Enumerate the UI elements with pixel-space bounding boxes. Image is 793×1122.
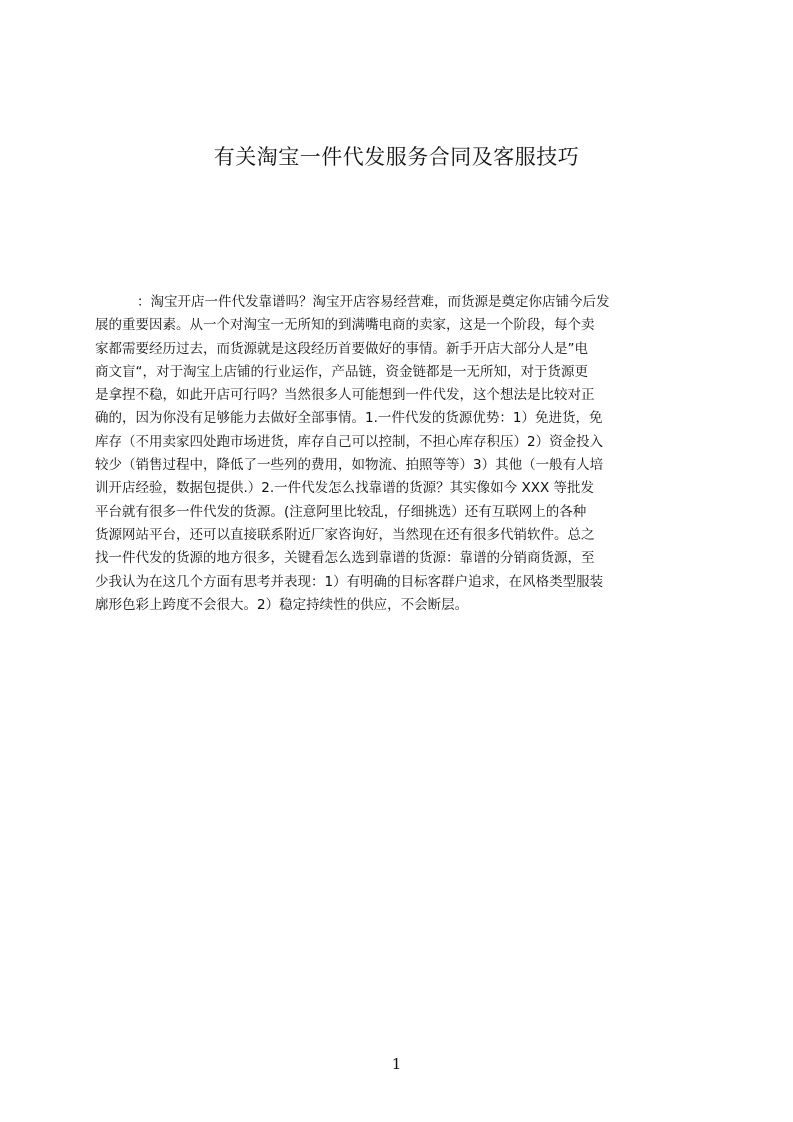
body-line: 展的重要因素。从一个对淘宝一无所知的到满嘴电商的卖家，这是一个阶段，每个卖 <box>95 317 595 334</box>
document-title: 有关淘宝一件代发服务合同及客服技巧 <box>213 145 580 169</box>
body-line: 库存（不用卖家四处跑市场进货，库存自己可以控制，不担心库存积压）2）资金投入 <box>95 433 604 450</box>
body-line: 商文盲“，对于淘宝上店铺的行业运作，产品链，资金链都是一无所知，对于货源更 <box>95 363 588 380</box>
body-line: 家都需要经历过去，而货源就是这段经历首要做好的事情。新手开店大部分人是”电 <box>95 340 588 357</box>
body-line: 平台就有很多一件代发的货源。(注意阿里比较乱，仔细挑选）还有互联网上的各种 <box>95 503 587 520</box>
body-line: 找一件代发的货源的地方很多，关键看怎么选到靠谱的货源：靠谱的分销商货源，至 <box>95 550 595 567</box>
body-line: 货源网站平台，还可以直接联系附近厂家咨询好，当然现在还有很多代销软件。总之 <box>95 526 595 543</box>
body-line: 是拿捏不稳，如此开店可行吗？当然很多人可能想到一件代发，这个想法是比较对正 <box>95 387 595 404</box>
body-line: 确的，因为你没有足够能力去做好全部事情。1.一件代发的货源优势：1）免进货，免 <box>95 410 603 427</box>
body-line: 少我认为在这几个方面有思考并表现：1）有明确的目标客群户追求，在风格类型服装 <box>95 573 604 590</box>
body-line: 廓形色彩上跨度不会很大。2）稳定持续性的供应，不会断层。 <box>95 596 469 613</box>
body-line: 较少（销售过程中，降低了一些列的费用，如物流、拍照等等）3）其他（一般有人培 <box>95 457 604 474</box>
body-paragraph <box>95 291 697 617</box>
body-line: ：淘宝开店一件代发靠谱吗？淘宝开店容易经营难，而货源是奠定你店铺今后发 <box>137 294 610 310</box>
page-number: 1 <box>391 1055 402 1073</box>
body-line: 训开店经验，数据包提供.）2.一件代发怎么找靠谱的货源？其实像如今 XXX 等批发 <box>95 480 594 497</box>
